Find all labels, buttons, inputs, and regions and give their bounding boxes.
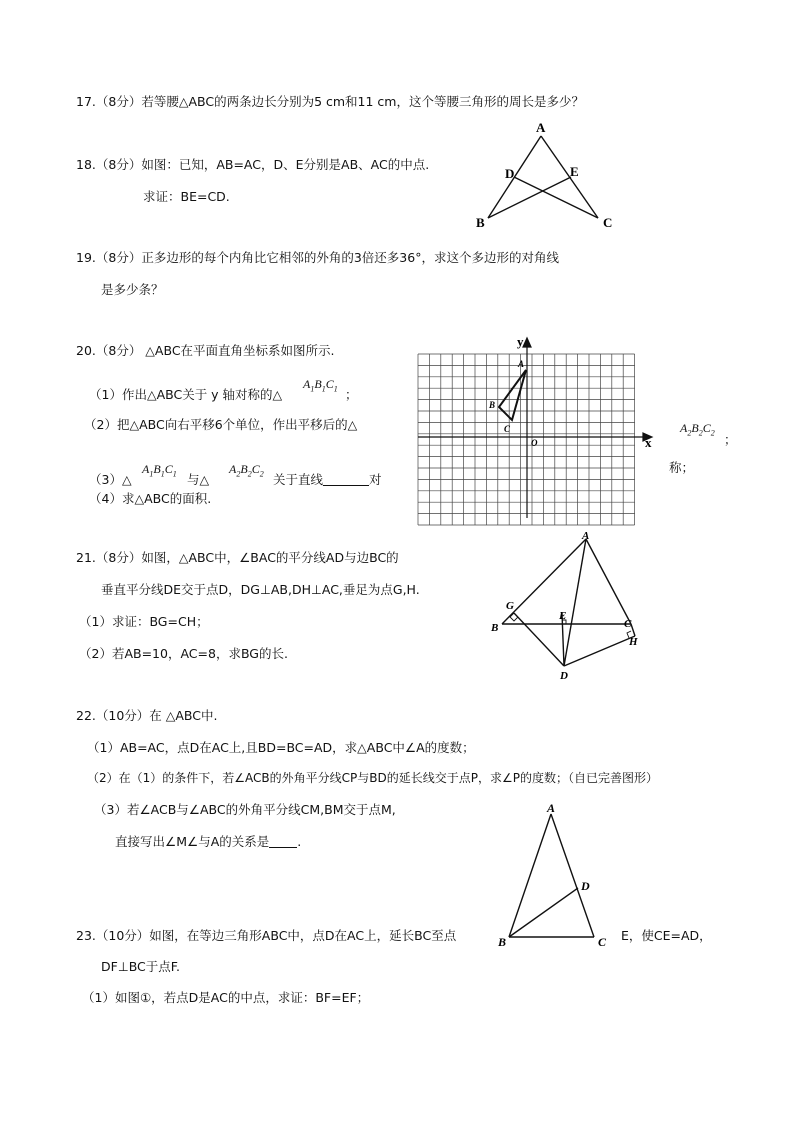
q20-coordinate-grid — [415, 334, 660, 524]
q23-line1-post: E，使CE=AD， — [621, 928, 712, 943]
q22-triangle-figure — [494, 800, 619, 952]
q20-part3-mid: 与△ — [187, 472, 210, 487]
q20-origin-label: O — [531, 438, 538, 448]
q20-part3-cont: 称； — [669, 460, 695, 475]
q21-part1: （1）求证：BG=CH； — [79, 614, 209, 629]
q18-line1: 18.（8分）如图：已知，AB=AC，D、E分别是AB、AC的中点. — [76, 157, 430, 172]
q21-label-h: H — [629, 636, 638, 648]
q18-label-d: D — [505, 166, 515, 181]
q20-grid-label-b: B — [489, 400, 496, 410]
q21-line2: 垂直平分线DE交于点D，DG⊥AB,DH⊥AC,垂足为点G,H. — [101, 582, 420, 597]
q19-line1: 19.（8分）正多边形的每个内角比它相邻的外角的3倍还多36°，求这个多边形的对角线 — [76, 250, 559, 265]
q18-label-c: C — [603, 215, 613, 230]
q20-tri2-label-a: $A_2B_2C_2$ — [680, 421, 715, 438]
q20-grid-label-a: A — [518, 359, 525, 369]
q21-label-e: E — [559, 610, 567, 622]
q20-answer-blank[interactable] — [323, 473, 369, 486]
q22-label-a: A — [547, 801, 556, 815]
q20-y-axis-label: y — [517, 334, 524, 349]
q21-label-d: D — [560, 670, 568, 682]
q18-label-b: B — [476, 215, 485, 230]
q21-part2: （2）若AB=10，AC=8，求BG的长. — [79, 646, 288, 661]
q18-triangle-figure — [470, 118, 620, 238]
q22-part3: （3）若∠ACB与∠ABC的外角平分线CM,BM交于点M, — [94, 802, 396, 817]
q22-part2: （2）在（1）的条件下，若∠ACB的外角平分线CP与BD的延长线交于点P，求∠P的度数；（自已完善图形） — [87, 771, 658, 785]
q20-part1-tail: ； — [345, 387, 358, 402]
q21-label-g: G — [506, 600, 514, 612]
q22-label-c: C — [598, 935, 607, 949]
q17-text: 17.（8分）若等腰△ABC的两条边长分别为5 cm和11 cm，这个等腰三角形的周长是多少？ — [76, 94, 584, 109]
q20-tri1-label-a: $A_1B_1C_1$ — [303, 377, 338, 394]
q23-line2: DF⊥BC于点F. — [101, 959, 180, 974]
q18-line2: 求证：BE=CD. — [143, 189, 230, 204]
q20-part2: （2）把△ABC向右平移6个单位，作出平移后的△ — [84, 417, 358, 432]
q22-answer-blank[interactable] — [269, 835, 297, 848]
q20-part3-post: 关于直线 对 — [273, 472, 382, 487]
q20-tri1-label-b: $A_1B_1C_1$ — [142, 462, 177, 479]
q20-part3-pre: （3）△ — [89, 472, 132, 487]
q23-line1-pre: 23.（10分）如图，在等边三角形ABC中，点D在AC上，延长BC至点 — [76, 928, 457, 943]
q20-tri2-label-b: $A_2B_2C_2$ — [229, 462, 264, 479]
q21-label-c: C — [624, 618, 632, 630]
q20-line1: 20.（8分） △ABC在平面直角坐标系如图所示. — [76, 343, 335, 358]
q21-line1: 21.（8分）如图，△ABC中，∠BAC的平分线AD与边BC的 — [76, 550, 399, 565]
q20-part1: （1）作出△ABC关于 y 轴对称的△ — [89, 387, 283, 402]
q22-label-b: B — [498, 935, 507, 949]
q21-triangle-figure — [485, 527, 655, 682]
q21-label-a: A — [582, 530, 590, 542]
q20-grid-label-c: C — [504, 424, 511, 434]
q22-line1: 22.（10分）在 △ABC中. — [76, 708, 218, 723]
q23-part1: （1）如图①，若点D是AC的中点，求证：BF=EF； — [82, 990, 370, 1005]
q20-part4: （4）求△ABC的面积. — [89, 491, 212, 506]
q18-label-a: A — [536, 120, 546, 135]
q20-x-axis-label: x — [645, 435, 652, 450]
q19-line2: 是多少条？ — [101, 282, 164, 297]
q22-part1: （1）AB=AC，点D在AC上,且BD=BC=AD，求△ABC中∠A的度数； — [87, 740, 475, 755]
q22-label-d: D — [581, 879, 590, 893]
q18-label-e: E — [570, 164, 579, 179]
q20-part2-tail: ； — [724, 432, 737, 447]
q22-part3b: 直接写出∠M∠与A的关系是 . — [115, 834, 302, 849]
q21-label-b: B — [491, 622, 499, 634]
